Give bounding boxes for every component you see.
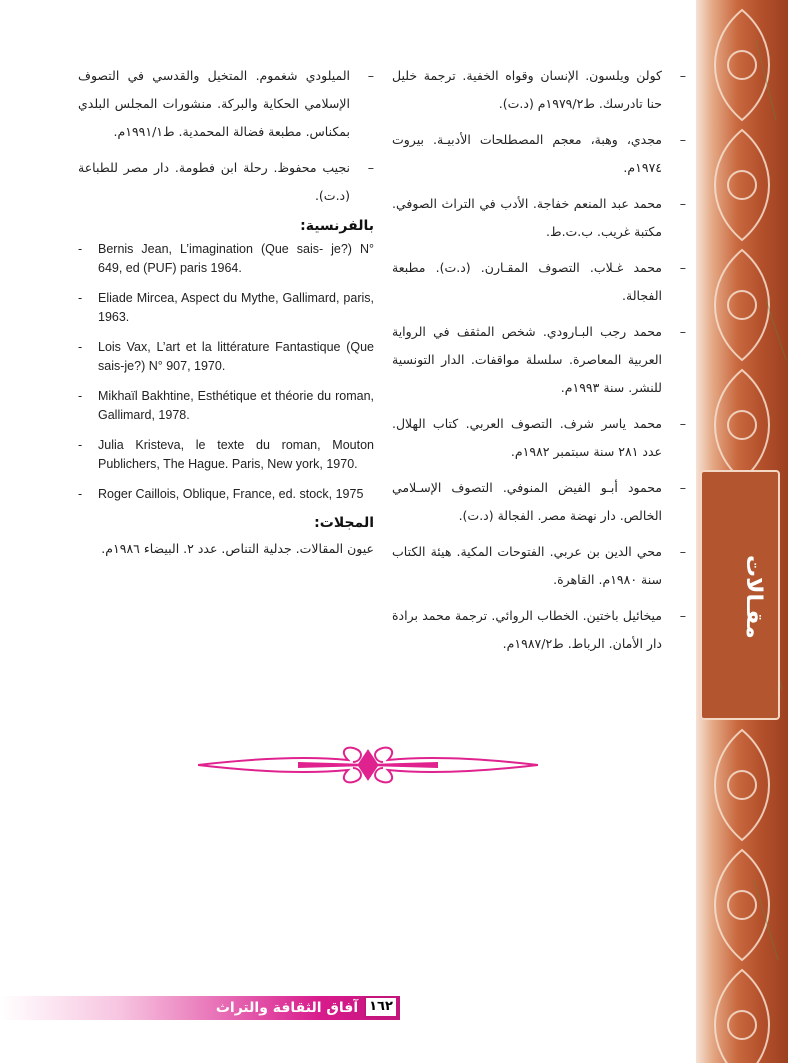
- reference-item: - Lois Vax, L’art et la littérature Fantastique (Que sais-je?) N° 907, 1970.: [78, 340, 374, 373]
- journals-heading: المجلات:: [314, 515, 374, 531]
- french-heading: بالفرنسية:: [300, 218, 374, 234]
- reference-item: – محمد عبد المنعم خفاجة. الأدب في التراث الصوفي. مكتبة غريب. ب.ت.ط.: [392, 196, 686, 239]
- reference-item: – الميلودي شغموم. المتخيل والقدسي في التصوف الإسلامي الحكاية والبركة. منشورات المجلس البلدي بمكناس. مطبعة فضالة المحمدية. ط١٩٩١/١م.: [78, 68, 374, 139]
- reference-item: - Eliade Mircea, Aspect du Mythe, Gallimard, paris, 1963.: [78, 291, 374, 324]
- reference-item: – محمد غـلاب. التصوف المقـارن. (د.ت). مطبعة الفجالة.: [392, 260, 686, 303]
- reference-item: – محمد رجب البـارودي. شخص المثقف في الرواية العربية المعاصرة. سلسلة مواقفات. الدار التونسية للنشر. سنة ١٩٩٣م.: [392, 324, 686, 395]
- journal-title: آفاق الثقافة والتراث: [215, 1000, 359, 1016]
- reference-item: - Roger Caillois, Oblique, France, ed. stock, 1975: [78, 487, 364, 501]
- ornament-divider: [198, 740, 538, 790]
- journal-entry: عيون المقالات. جدلية التناص. عدد ٢. البيضاء ١٩٨٦م.: [101, 541, 374, 556]
- reference-item: – نجيب محفوظ. رحلة ابن فطومة. دار مصر للطباعة (د.ت).: [78, 160, 374, 203]
- section-label-box: [700, 470, 780, 720]
- french-references: [78, 240, 374, 504]
- references-column-left: [78, 62, 374, 561]
- reference-item: – محمد ياسر شرف. التصوف العربي. كتاب الهلال. عدد ٢٨١ سنة سبتمبر ١٩٨٢م.: [392, 416, 686, 459]
- reference-item: - Julia Kristeva, le texte du roman, Mouton Publichers, The Hague. Paris, New york, 1970.: [78, 438, 374, 471]
- references-column-right: [392, 62, 686, 666]
- reference-item: – ميخائيل باختين. الخطاب الروائي. ترجمة محمد برادة دار الأمان. الرباط. ط١٩٨٧/٢م.: [392, 608, 686, 651]
- reference-item: – محي الدين بن عربي. الفتوحات المكية. هيئة الكتاب سنة ١٩٨٠م. القاهرة.: [392, 544, 686, 587]
- reference-item: - Bernis Jean, L’imagination (Que sais- je?) N° 649, ed (PUF) paris 1964.: [78, 242, 374, 275]
- page-number: ١٦٢: [364, 996, 398, 1018]
- reference-item: – محمود أبـو الفيض المنوفي. التصوف الإسـلامي الخالص. دار نهضة مصر. الفجالة (د.ت).: [392, 480, 686, 523]
- reference-item: – مجدي، وهبة، معجم المصطلحات الأدبيـة. بيروت ١٩٧٤م.: [392, 132, 686, 175]
- reference-item: - Mikhaïl Bakhtine, Esthétique et théorie du roman, Gallimard, 1978.: [78, 389, 374, 422]
- section-label: مقـالات: [741, 555, 766, 639]
- reference-item: – كولن ويلسون. الإنسان وقواه الخفية. ترجمة خليل حنا تادرسك. ط١٩٧٩/٢م (د.ت).: [392, 68, 686, 111]
